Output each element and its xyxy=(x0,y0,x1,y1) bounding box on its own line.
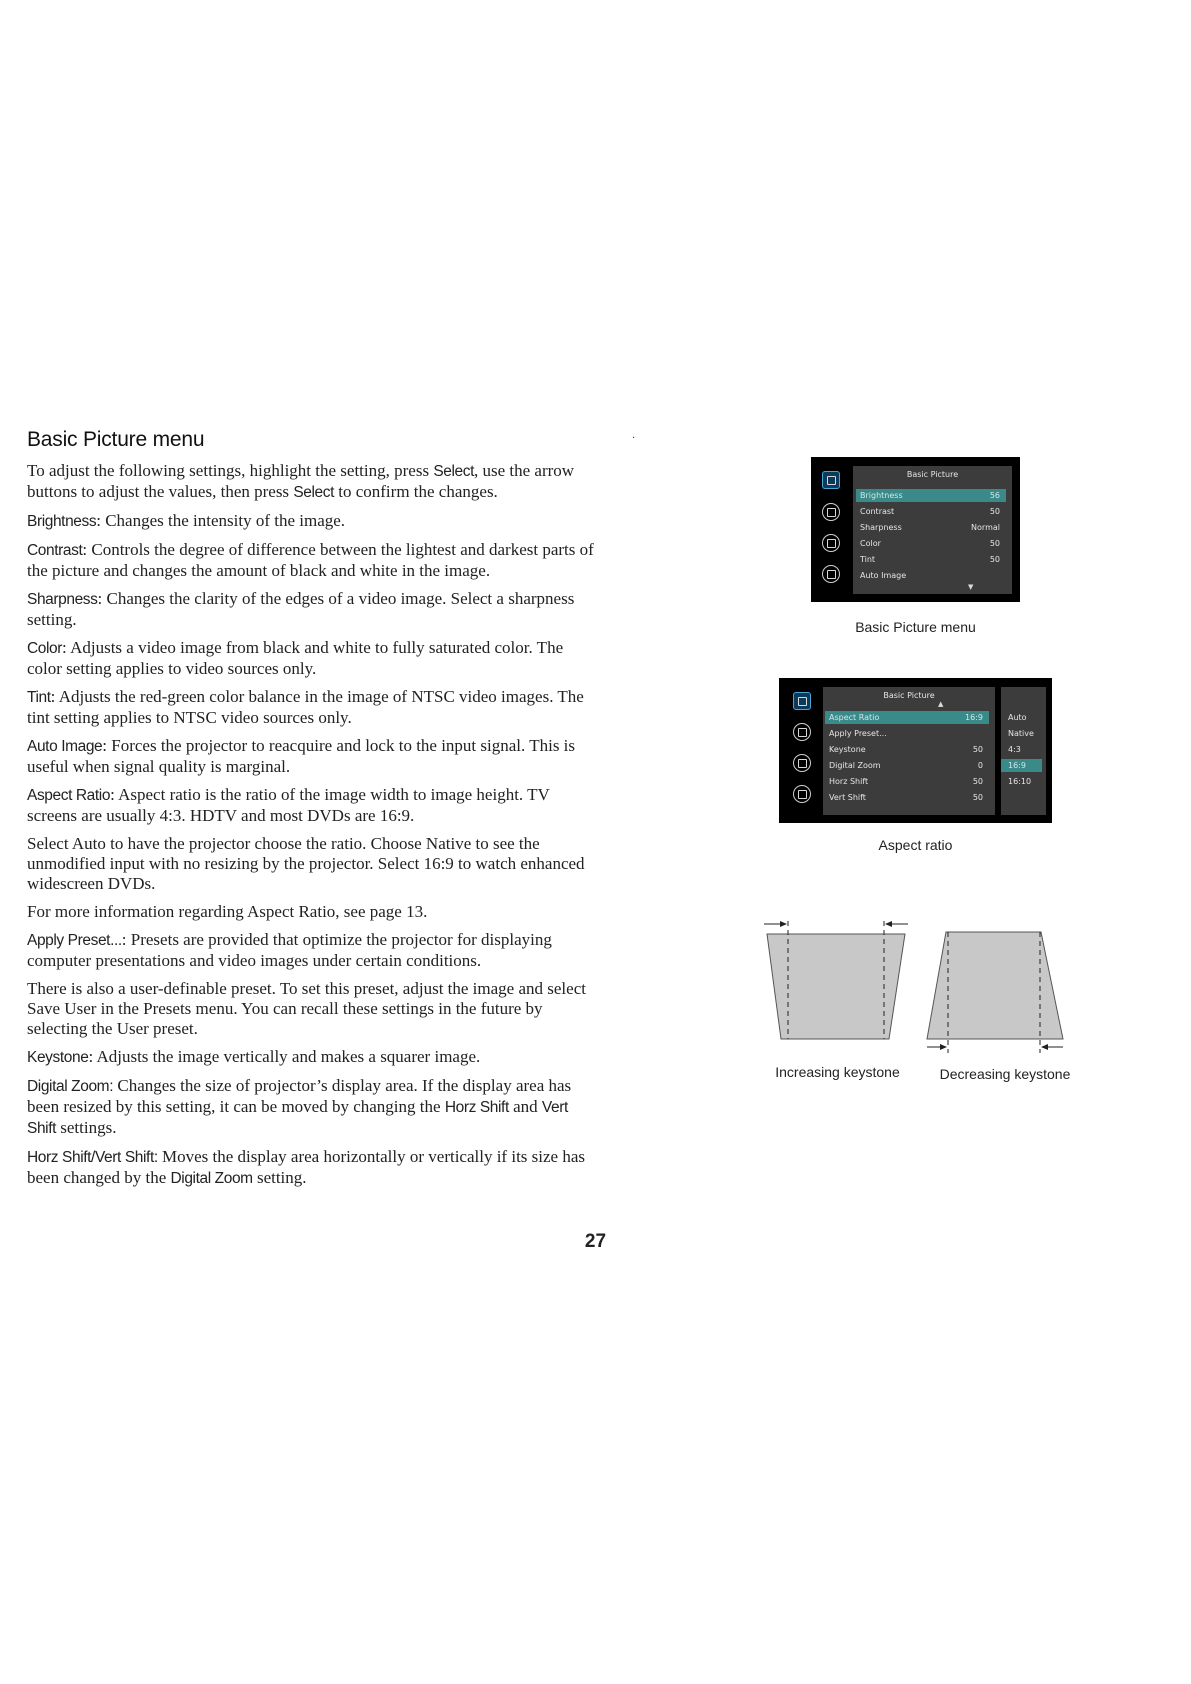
aspect-ratio-text: : Aspect ratio is the ratio of the image width to image height. TV screens are usually 4:3. HDTV and most DVDs are 16:9. xyxy=(27,785,550,825)
osd-row-value: 0 xyxy=(977,761,983,770)
stray-mark: . xyxy=(632,430,636,441)
scroll-up-icon: ▲ xyxy=(938,700,944,708)
decreasing-keystone-shape xyxy=(927,932,1063,1053)
osd-aspect-ratio-screenshot xyxy=(779,678,1052,823)
aspect-select-paragraph: Select Auto to have the projector choose the ratio. Choose Native to see the unmodified input with no resizing by the projector. Select 16:9 to watch enhanced widescreen DVDs. xyxy=(27,834,585,893)
tint-paragraph xyxy=(27,687,599,728)
osd-menu-title: Basic Picture xyxy=(883,691,935,700)
osd-row-label: Contrast xyxy=(860,507,895,516)
osd-row-label: Sharpness xyxy=(860,523,902,532)
info-icon xyxy=(793,785,811,803)
increasing-keystone-shape xyxy=(764,921,908,1039)
osd-row-label: Auto Image xyxy=(860,571,907,580)
digital-zoom-paragraph xyxy=(27,1076,599,1139)
osd-row-color[interactable] xyxy=(856,537,1006,550)
osd-row-label: Horz Shift xyxy=(829,777,869,786)
aspect-option-16-9[interactable]: 16:9 xyxy=(1001,759,1042,772)
brightness-term: Brightness xyxy=(27,513,97,530)
osd-row-label: Aspect Ratio xyxy=(829,713,880,722)
advanced-picture-icon xyxy=(822,503,840,521)
osd-basic-picture-screenshot xyxy=(811,457,1020,602)
picture-menu-icon xyxy=(822,471,840,489)
intro-text-1: To adjust the following settings, highlight the setting, press xyxy=(27,461,434,480)
osd-row-digital-zoom[interactable] xyxy=(825,759,989,772)
osd-row-value: 50 xyxy=(972,777,983,786)
keystone-diagram xyxy=(760,915,1070,1060)
osd-row-tint[interactable] xyxy=(856,553,1006,566)
digital-zoom-keyword: Digital Zoom xyxy=(170,1170,253,1187)
horz-vert-shift-text-1: Moves the display area horizontally or vertically if its size has been changed by the xyxy=(27,1147,585,1187)
osd-row-label: Brightness xyxy=(860,491,903,500)
caption-aspect-ratio: Aspect ratio xyxy=(878,837,953,853)
caption-increasing-keystone: Increasing keystone xyxy=(775,1064,900,1080)
osd-menu-panel xyxy=(823,687,995,815)
user-preset-paragraph: There is also a user-definable preset. To set this preset, adjust the image and select Save User in the Presets menu. You can recall these settings in the future by selecting the User preset. xyxy=(27,979,586,1038)
osd-row-value: 50 xyxy=(989,507,1000,516)
color-text: : Adjusts a video image from black and white to fully saturated color. The color setting applies to video sources only. xyxy=(27,638,564,678)
aspect-more-paragraph: For more information regarding Aspect Ratio, see page 13. xyxy=(27,902,428,921)
apply-preset-text: : Presets are provided that optimize the projector for displaying computer presentations and video images under certain conditions. xyxy=(27,930,552,970)
osd-icon-column xyxy=(822,471,840,591)
page-number: 27 xyxy=(584,1231,607,1252)
osd-row-value: 50 xyxy=(989,555,1000,564)
sharpness-paragraph xyxy=(27,589,599,630)
color-paragraph xyxy=(27,638,599,679)
aspect-ratio-term: Aspect Ratio xyxy=(27,787,111,804)
osd-row-value: 56 xyxy=(989,491,1000,500)
osd-row-sharpness[interactable] xyxy=(856,521,1006,534)
tint-text: : Adjusts the red-green color balance in the image of NTSC video images. The tint setting applies to NTSC video sources only. xyxy=(27,687,584,727)
osd-row-label: Apply Preset... xyxy=(829,729,887,738)
osd-row-keystone[interactable] xyxy=(825,743,989,756)
select-keyword-1: Select xyxy=(433,463,474,480)
osd-row-label: Digital Zoom xyxy=(829,761,881,770)
horz-vert-shift-text-2: setting. xyxy=(252,1168,307,1187)
contrast-term: Contrast xyxy=(27,542,83,559)
aspect-ratio-submenu xyxy=(1001,687,1046,815)
select-keyword-2: Select xyxy=(293,484,334,501)
osd-row-apply-preset[interactable] xyxy=(825,727,989,740)
caption-basic-picture-menu: Basic Picture menu xyxy=(855,619,976,635)
aspect-option-16-10[interactable]: 16:10 xyxy=(1008,777,1032,786)
vert-shift-keyword: Vert Shift xyxy=(27,1099,568,1137)
aspect-option-auto[interactable]: Auto xyxy=(1008,713,1027,722)
osd-row-aspect-ratio[interactable] xyxy=(825,711,989,724)
osd-menu-panel xyxy=(853,466,1012,594)
digital-zoom-text-1: Changes the size of projector’s display area. If the display area has been resized by this setting, it can be moved by changing the xyxy=(27,1076,572,1116)
intro-text-3: to confirm the changes. xyxy=(334,482,498,501)
osd-row-brightness[interactable] xyxy=(856,489,1006,502)
osd-menu-title: Basic Picture xyxy=(906,470,959,479)
page-title: Basic Picture menu xyxy=(27,428,205,451)
osd-row-value: 50 xyxy=(972,793,983,802)
caption-decreasing-keystone: Decreasing keystone xyxy=(939,1066,1071,1082)
keystone-term: Keystone xyxy=(27,1049,89,1066)
picture-menu-icon xyxy=(793,692,811,710)
digital-zoom-text-2: and xyxy=(508,1097,542,1116)
sharpness-text: : Changes the clarity of the edges of a video image. Select a sharpness setting. xyxy=(27,589,575,629)
osd-row-horz-shift[interactable] xyxy=(825,775,989,788)
auto-image-paragraph xyxy=(27,736,599,777)
intro-text-2: , use the arrow buttons to adjust the values, then press xyxy=(27,461,575,501)
aspect-option-native[interactable]: Native xyxy=(1008,729,1034,738)
apply-preset-paragraph xyxy=(27,930,599,971)
horz-vert-shift-term: Horz Shift/Vert Shift: xyxy=(27,1149,158,1166)
brightness-paragraph xyxy=(27,511,599,532)
digital-zoom-term: Digital Zoom: xyxy=(27,1078,114,1095)
settings-gear-icon xyxy=(822,534,840,552)
intro-paragraph xyxy=(27,461,599,503)
auto-image-term: Auto Image xyxy=(27,738,103,755)
osd-row-vert-shift[interactable] xyxy=(825,791,989,804)
contrast-text: : Controls the degree of difference between the lightest and darkest parts of the picture and changes the amount of black and white in the image. xyxy=(27,540,594,580)
osd-row-label: Vert Shift xyxy=(829,793,866,802)
horz-vert-shift-paragraph xyxy=(27,1147,599,1189)
osd-row-label: Color xyxy=(860,539,881,548)
aspect-option-4-3[interactable]: 4:3 xyxy=(1008,745,1021,754)
brightness-text: : Changes the intensity of the image. xyxy=(96,511,346,530)
settings-gear-icon xyxy=(793,754,811,772)
contrast-paragraph xyxy=(27,540,599,581)
osd-row-value: 16:9 xyxy=(965,713,983,722)
advanced-picture-icon xyxy=(793,723,811,741)
osd-row-value: 50 xyxy=(989,539,1000,548)
text-column xyxy=(27,428,599,1197)
osd-row-auto-image[interactable] xyxy=(856,569,1006,582)
scroll-down-icon: ▼ xyxy=(968,583,974,591)
info-icon xyxy=(822,565,840,583)
osd-row-contrast[interactable] xyxy=(856,505,1006,518)
color-term: Color xyxy=(27,640,63,657)
auto-image-text: : Forces the projector to reacquire and lock to the input signal. This is useful when signal quality is marginal. xyxy=(27,736,576,776)
tint-term: Tint xyxy=(27,689,51,706)
osd-row-label: Tint xyxy=(860,555,876,564)
osd-row-label: Keystone xyxy=(829,745,866,754)
osd-row-value: Normal xyxy=(971,523,1000,532)
aspect-ratio-paragraph xyxy=(27,785,599,826)
apply-preset-term: Apply Preset... xyxy=(27,932,122,949)
keystone-paragraph xyxy=(27,1047,599,1068)
keystone-text: : Adjusts the image vertically and makes a squarer image. xyxy=(88,1047,481,1066)
osd-icon-column xyxy=(793,692,811,812)
digital-zoom-text-3: settings. xyxy=(56,1118,117,1137)
sharpness-term: Sharpness xyxy=(27,591,98,608)
horz-shift-keyword: Horz Shift xyxy=(444,1099,509,1116)
osd-row-value: 50 xyxy=(972,745,983,754)
